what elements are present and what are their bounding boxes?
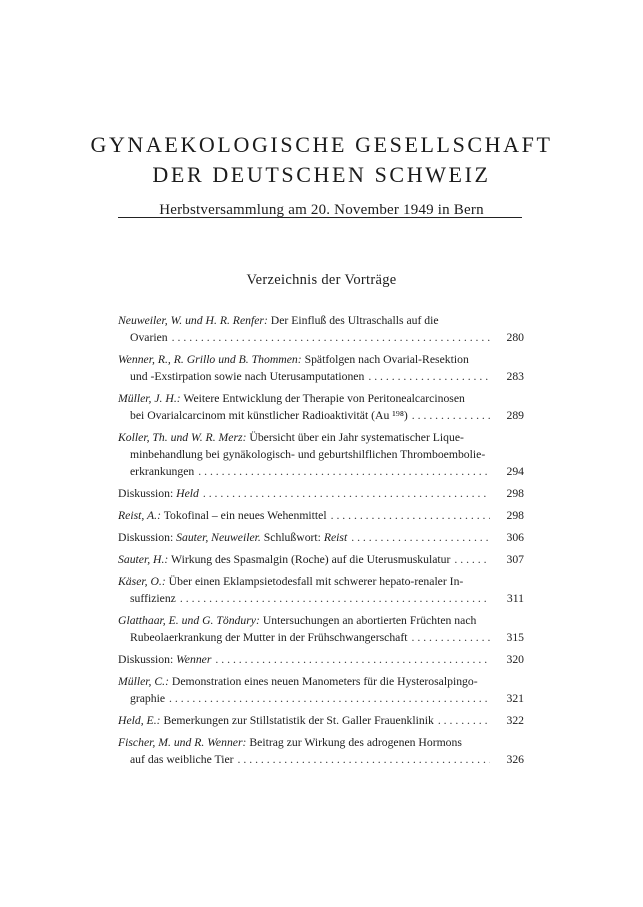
dot-leader	[438, 712, 490, 729]
toc-entry-authors: Müller, C.:	[118, 675, 169, 688]
toc-entry-prefix: Diskussion:	[118, 531, 174, 544]
toc-entry-authors: Käser, O.:	[118, 575, 166, 588]
toc-entry-line	[118, 485, 492, 502]
toc-entry-closing-label: Schlußwort:	[263, 531, 321, 544]
toc-entry-text	[118, 651, 211, 668]
toc-entry-title-line: Über einen Eklampsietodesfall mit schwerer hepato-renaler In-	[168, 575, 464, 588]
toc-entry-page-number: 311	[506, 592, 524, 605]
toc-entry-prefix: Diskussion:	[118, 487, 174, 500]
toc-entry-last-line	[118, 629, 492, 646]
toc-entry-text	[118, 551, 450, 568]
page-header	[0, 130, 643, 220]
toc-entry-first-line	[118, 429, 492, 446]
header-divider	[118, 217, 522, 218]
toc-entry-line	[118, 651, 492, 668]
meeting-subtitle: Herbstversammlung am 20. November 1949 in Bern	[159, 202, 484, 218]
dot-leader	[215, 651, 490, 668]
toc-entry-first-line	[118, 734, 492, 751]
dot-leader	[172, 329, 490, 346]
dot-leader	[180, 590, 490, 607]
dot-leader	[412, 629, 491, 646]
toc-entry	[118, 651, 524, 668]
toc-entry	[118, 312, 524, 346]
toc-entry-page-number: 307	[506, 553, 524, 566]
toc-entry-authors: Glatthaar, E. und G. Töndury:	[118, 614, 260, 627]
toc-entry	[118, 712, 524, 729]
toc-entry-page-number: 280	[506, 331, 524, 344]
toc-entry-page-number: 298	[506, 509, 524, 522]
toc-entry-page-number: 315	[506, 631, 524, 644]
toc-entry	[118, 673, 524, 707]
toc-entry	[118, 529, 524, 546]
toc-entry-authors: Held, E.:	[118, 714, 161, 727]
toc-entry-authors: Wenner, R., R. Grillo und B. Thommen:	[118, 353, 302, 366]
toc-entry-authors: Koller, Th. und W. R. Merz:	[118, 431, 247, 444]
toc-entry-title-end: auf das weibliche Tier	[130, 753, 234, 766]
toc-entry-first-line	[118, 390, 492, 407]
society-title-line-2: DER DEUTSCHEN SCHWEIZ	[152, 162, 491, 187]
toc-entry	[118, 612, 524, 646]
toc-entry-authors: Sauter, H.:	[118, 553, 169, 566]
dot-leader	[412, 407, 490, 424]
dot-leader	[454, 551, 490, 568]
toc-entry-page-number: 320	[506, 653, 524, 666]
toc-entry-title: Bemerkungen zur Stillstatistik der St. Galler Frauenklinik	[163, 714, 434, 727]
table-of-contents	[118, 312, 524, 773]
toc-entry-title-line: Demonstration eines neuen Manometers für die Hysterosalpingo-	[171, 675, 478, 688]
toc-entry-text	[118, 507, 327, 524]
toc-entry-last-line	[118, 407, 492, 424]
toc-entry-title-end: Ovarien	[130, 331, 168, 344]
toc-entry-last-line	[118, 590, 492, 607]
toc-entry-first-line	[118, 673, 492, 690]
toc-entry-line	[118, 712, 492, 729]
toc-entry-title-end: Rubeolaerkrankung der Mutter in der Frühschwangerschaft	[130, 631, 408, 644]
toc-entry-line	[118, 507, 492, 524]
dot-leader	[169, 690, 490, 707]
toc-entry-title-line: minbehandlung bei gynäkologisch- und geburtshilflichen Thromboembolie-	[130, 448, 486, 461]
toc-entry-authors: Neuweiler, W. und H. R. Renfer:	[118, 314, 268, 327]
toc-entry-title-end: bei Ovarialcarcinom mit künstlicher Radioaktivität (Au ¹⁹⁸)	[130, 409, 408, 422]
toc-entry-prefix: Diskussion:	[118, 653, 174, 666]
toc-entry-title-line: Übersicht über ein Jahr systematischer Lique-	[249, 431, 464, 444]
toc-entry-title-end: erkrankungen	[130, 465, 195, 478]
toc-entry-last-line	[118, 751, 492, 768]
toc-entry-first-line	[118, 351, 492, 368]
toc-entry-page-number: 283	[506, 370, 524, 383]
toc-entry-text	[118, 485, 199, 502]
dot-leader	[203, 485, 490, 502]
toc-entry-authors: Wenner	[176, 653, 212, 666]
dot-leader	[238, 751, 490, 768]
toc-entry-first-line	[118, 612, 492, 629]
toc-entry-title: Wirkung des Spasmalgin (Roche) auf die Uterusmuskulatur	[171, 553, 451, 566]
toc-entry-authors: Held	[176, 487, 199, 500]
toc-entry-title-end: graphie	[130, 692, 166, 705]
toc-entry-page-number: 294	[506, 465, 524, 478]
toc-entry	[118, 429, 524, 480]
toc-entry-first-line	[118, 573, 492, 590]
toc-entry	[118, 485, 524, 502]
toc-entry	[118, 734, 524, 768]
toc-entry-authors: Reist, A.:	[118, 509, 161, 522]
toc-entry	[118, 507, 524, 524]
toc-entry-title-end: suffizienz	[130, 592, 176, 605]
toc-entry-line	[118, 529, 492, 546]
toc-entry-authors: Fischer, M. und R. Wenner:	[118, 736, 247, 749]
toc-heading: Verzeichnis der Vorträge	[246, 272, 397, 288]
toc-entry-closing-author: Reist	[323, 531, 348, 544]
toc-entry-page-number: 289	[506, 409, 524, 422]
toc-entry-title-line: Untersuchungen an abortierten Früchten nach	[262, 614, 477, 627]
toc-entry	[118, 573, 524, 607]
toc-entry-title: Tokofinal – ein neues Wehenmittel	[163, 509, 327, 522]
toc-entry	[118, 351, 524, 385]
toc-entry-line	[118, 551, 492, 568]
toc-entry-title-end: und -Exstirpation sowie nach Uterusamputationen	[130, 370, 365, 383]
toc-entry-last-line	[118, 329, 492, 346]
toc-entry-page-number: 321	[506, 692, 524, 705]
toc-entry-last-line	[118, 463, 492, 480]
toc-entry-title-line: Spätfolgen nach Ovarial-Resektion	[304, 353, 469, 366]
toc-entry-last-line	[118, 690, 492, 707]
toc-entry-authors: Sauter, Neuweiler.	[176, 531, 261, 544]
dot-leader	[198, 463, 490, 480]
dot-leader	[368, 368, 490, 385]
toc-entry-last-line	[118, 368, 492, 385]
toc-entry	[118, 390, 524, 424]
toc-entry-authors: Müller, J. H.:	[118, 392, 181, 405]
toc-entry-title-line: Weitere Entwicklung der Therapie von Peritonealcarcinosen	[183, 392, 465, 405]
toc-entry-page-number: 326	[506, 753, 524, 766]
society-title-line-1: GYNAEKOLOGISCHE GESELLSCHAFT	[90, 132, 553, 157]
toc-entry-page-number: 306	[506, 531, 524, 544]
toc-entry-title-line: Der Einfluß des Ultraschalls auf die	[270, 314, 439, 327]
dot-leader	[351, 529, 490, 546]
toc-entry	[118, 551, 524, 568]
dot-leader	[331, 507, 490, 524]
toc-entry-first-line	[118, 312, 492, 329]
toc-entry-text	[118, 712, 434, 729]
toc-entry-title-line: Beitrag zur Wirkung des adrogenen Hormons	[249, 736, 462, 749]
toc-entry-page-number: 298	[506, 487, 524, 500]
toc-entry-page-number: 322	[506, 714, 524, 727]
toc-entry-text	[118, 529, 347, 546]
